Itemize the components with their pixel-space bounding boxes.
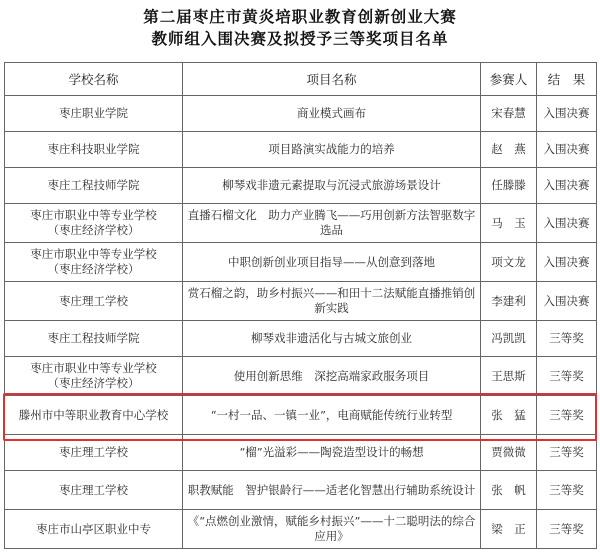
school-name: 枣庄市职业中等专业学校 [30, 361, 157, 375]
table-row [5, 132, 597, 168]
school-name: 枣庄职业学院 [59, 106, 128, 120]
result-cell: 三等奖 [537, 321, 597, 357]
school-name: 枣庄市山亭区职业中专 [36, 521, 151, 536]
school-cell [5, 471, 183, 510]
project-cell: “榴”光溢彩——陶瓷造型设计的畅想 [183, 435, 481, 471]
participant-cell: 王思斯 [481, 357, 537, 396]
school-alias: （枣庄经济学校） [47, 262, 140, 276]
project-cell: 直播石榴文化 助力产业腾飞——巧用创新方法智驱数字选品 [183, 204, 481, 243]
table-row [5, 168, 597, 204]
school-alias: （枣庄经济学校） [47, 376, 140, 390]
header-school: 学校名称 [5, 63, 183, 96]
project-cell: 使用创新思维 深挖高端家政服务项目 [183, 357, 481, 396]
result-cell: 三等奖 [537, 357, 597, 396]
participant-cell: 张 猛 [481, 396, 537, 435]
school-cell [5, 435, 183, 471]
project-cell: 赏石榴之韵，助乡村振兴——和田十二法赋能直播推销创新实践 [183, 282, 481, 321]
project-cell: 职教赋能 智护银龄行——适老化智慧出行辅助系统设计 [183, 471, 481, 510]
participant-cell: 梁 正 [481, 510, 537, 549]
result-cell: 入围决赛 [537, 168, 597, 204]
school-name: 枣庄市职业中等专业学校 [30, 247, 157, 261]
school-cell [5, 357, 183, 396]
school-cell [5, 204, 183, 243]
table-row [5, 282, 597, 321]
table-row [5, 243, 597, 282]
school-cell [5, 243, 183, 282]
result-cell: 三等奖 [537, 435, 597, 471]
table-row [5, 471, 597, 510]
table-row [5, 357, 597, 396]
result-cell: 三等奖 [537, 396, 597, 435]
header-result: 结 果 [537, 63, 597, 96]
table-header-row [5, 63, 597, 96]
school-name: 枣庄市职业中等专业学校 [30, 208, 157, 222]
school-cell [5, 96, 183, 132]
school-cell [5, 168, 183, 204]
project-cell: 《“点燃创业激情，赋能乡村振兴”——十二聪明法的综合应用》 [183, 510, 481, 549]
school-name: 枣庄工程技师学院 [47, 178, 140, 192]
school-cell [5, 132, 183, 168]
table-row [5, 435, 597, 471]
participant-cell: 项文龙 [481, 243, 537, 282]
results-table [4, 62, 597, 549]
table-row [5, 204, 597, 243]
table-row [5, 396, 597, 435]
school-name: 枣庄理工学校 [59, 482, 128, 497]
result-cell: 入围决赛 [537, 132, 597, 168]
participant-cell: 任滕滕 [481, 168, 537, 204]
result-cell: 入围决赛 [537, 96, 597, 132]
result-cell: 三等奖 [537, 471, 597, 510]
participant-cell: 马 玉 [481, 204, 537, 243]
school-name: 滕州市中等职业教育中心学校 [18, 407, 169, 422]
school-cell [5, 396, 183, 435]
project-cell: 商业模式画布 [183, 96, 481, 132]
result-cell: 入围决赛 [537, 282, 597, 321]
school-name: 枣庄科技职业学院 [47, 142, 140, 156]
page-title: 第二届枣庄市黄炎培职业教育创新创业大赛 [143, 7, 457, 26]
school-cell [5, 321, 183, 357]
table-row [5, 510, 597, 549]
school-name: 枣庄理工学校 [59, 445, 128, 459]
project-cell: 柳琴戏非遗活化与古城文旅创业 [183, 321, 481, 357]
header-participant: 参赛人 [481, 63, 537, 96]
result-cell: 入围决赛 [537, 204, 597, 243]
table-row [5, 96, 597, 132]
result-cell: 入围决赛 [537, 243, 597, 282]
participant-cell: 赵 燕 [481, 132, 537, 168]
school-name: 枣庄工程技师学院 [47, 331, 140, 345]
participant-cell: 贾微微 [481, 435, 537, 471]
participant-cell: 张 帆 [481, 471, 537, 510]
participant-cell: 冯凯凯 [481, 321, 537, 357]
header-project: 项目名称 [183, 63, 481, 96]
school-cell [5, 510, 183, 549]
school-name: 枣庄理工学校 [59, 293, 128, 308]
page-subtitle: 教师组入围决赛及拟授予三等奖项目名单 [151, 29, 449, 48]
school-alias: （枣庄经济学校） [47, 223, 140, 237]
table-row [5, 321, 597, 357]
project-cell: 柳琴戏非遗元素提取与沉浸式旅游场景设计 [183, 168, 481, 204]
participant-cell: 李建利 [481, 282, 537, 321]
project-cell: 项目路演实战能力的培养 [183, 132, 481, 168]
project-cell: 中职创新创业项目指导——从创意到落地 [183, 243, 481, 282]
result-cell: 三等奖 [537, 510, 597, 549]
participant-cell: 宋春慧 [481, 96, 537, 132]
school-cell [5, 282, 183, 321]
project-cell: “一村一品、一镇一业”，电商赋能传统行业转型 [183, 396, 481, 435]
